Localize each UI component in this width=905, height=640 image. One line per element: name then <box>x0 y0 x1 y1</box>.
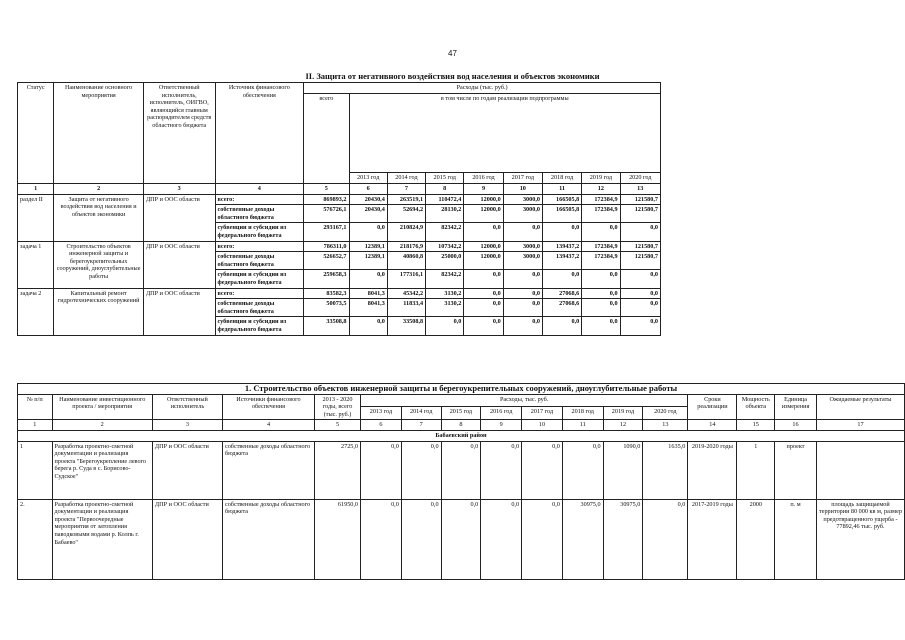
status-cell: задача 2 <box>18 288 54 335</box>
value-cell: 25000,0 <box>426 252 464 270</box>
value-cell: 8041,3 <box>349 299 387 317</box>
value-cell: 0,0 <box>361 499 402 579</box>
col-total: всего <box>304 93 349 183</box>
value-cell: 0,0 <box>582 299 620 317</box>
value-cell: 0,0 <box>401 499 441 579</box>
value-cell: 83582,3 <box>304 288 349 299</box>
project-name: Разработка проектно-сметной документации и реализация проекта "Берегоукрепление левого берега р. Суда в с. Борисово-Судское" <box>52 441 152 499</box>
value-cell: 0,0 <box>401 441 441 499</box>
index-cell: 3 <box>143 184 215 195</box>
col-incl: в том числе по годам реализации подпрограммы <box>349 93 660 173</box>
col-source: Источник финансового обеспечения <box>215 83 304 184</box>
value-cell: 0,0 <box>481 441 522 499</box>
index-cell: 8 <box>426 184 464 195</box>
measure-name: Капитальный ремонт гидротехнических сооружений <box>54 288 144 335</box>
value-cell: 27068,6 <box>542 299 581 317</box>
project-num: 1 <box>18 441 53 499</box>
value-cell: 40860,8 <box>387 252 425 270</box>
index-cell: 7 <box>387 184 425 195</box>
index-cell: 1 <box>18 184 54 195</box>
value-cell: 172384,9 <box>582 241 620 252</box>
value-cell: 52694,2 <box>387 205 425 223</box>
index-cell: 17 <box>816 420 904 431</box>
value-cell: 121580,7 <box>620 205 660 223</box>
total-cell: 2725,0 <box>315 441 361 499</box>
col-responsible: Ответственный исполнитель, исполнитель, ОИГВО, являющийся главным распорядителем средств областного бюджета <box>143 83 215 184</box>
value-cell: 0,0 <box>542 317 581 335</box>
measure-name: Защита от негативного воздействия вод населения и объектов экономики <box>54 194 144 241</box>
value-cell: 121580,7 <box>620 241 660 252</box>
index-cell: 12 <box>582 184 620 195</box>
value-cell: 11833,4 <box>387 299 425 317</box>
value-cell: 107342,2 <box>426 241 464 252</box>
table2-index-row <box>18 420 905 431</box>
value-cell: 263519,1 <box>387 194 425 205</box>
source-cell: собственные доходы областного бюджета <box>222 441 314 499</box>
index-cell: 15 <box>737 420 775 431</box>
value-cell: 0,0 <box>441 441 481 499</box>
value-cell: 110472,4 <box>426 194 464 205</box>
value-cell: 8041,3 <box>349 288 387 299</box>
source-cell: субвенции и субсидии из федерального бюджета <box>215 270 304 288</box>
year-header: 2016 год <box>464 173 503 184</box>
source-cell: всего: <box>215 241 304 252</box>
index-cell: 8 <box>441 420 481 431</box>
index-cell: 12 <box>603 420 643 431</box>
index-cell: 13 <box>620 184 660 195</box>
value-cell: 1635,0 <box>643 441 688 499</box>
col-total: 2013 - 2020 годы, всего (тыс. руб.) <box>315 394 361 420</box>
index-cell: 2 <box>54 184 144 195</box>
year-header: 2017 год <box>522 407 563 420</box>
value-cell: 0,0 <box>582 223 620 241</box>
index-cell: 10 <box>522 420 563 431</box>
value-cell: 0,0 <box>503 223 542 241</box>
value-cell: 45342,2 <box>387 288 425 299</box>
value-cell: 1090,0 <box>603 441 643 499</box>
value-cell: 3000,0 <box>503 252 542 270</box>
value-cell: 12389,1 <box>349 241 387 252</box>
col-responsible: Ответственный исполнитель <box>152 394 222 420</box>
index-cell: 11 <box>542 184 581 195</box>
year-header: 2013 год <box>349 173 387 184</box>
value-cell: 576726,1 <box>304 205 349 223</box>
value-cell: 0,0 <box>464 317 503 335</box>
value-cell: 177316,1 <box>387 270 425 288</box>
index-cell: 14 <box>688 420 737 431</box>
subprogram-finance-table <box>17 82 661 336</box>
value-cell: 0,0 <box>582 317 620 335</box>
value-cell: 0,0 <box>503 270 542 288</box>
value-cell: 293167,1 <box>304 223 349 241</box>
project-name: Разработка проектно-сметной документации и реализация проекта "Первоочередные мероприятия от затопления паводковыми водами р. Колпь г. Бабаево" <box>52 499 152 579</box>
col-source: Источники финансового обеспечения <box>222 394 314 420</box>
project-row <box>18 499 905 579</box>
index-cell: 11 <box>562 420 603 431</box>
value-cell: 172384,9 <box>582 252 620 270</box>
col-terms: Сроки реализации <box>688 394 737 420</box>
source-cell: всего: <box>215 194 304 205</box>
source-cell: собственные доходы областного бюджета <box>222 499 314 579</box>
value-cell: 0,0 <box>426 317 464 335</box>
year-header: 2014 год <box>401 407 441 420</box>
value-cell: 210824,9 <box>387 223 425 241</box>
source-cell: собственные доходы областного бюджета <box>215 252 304 270</box>
value-cell: 3000,0 <box>503 241 542 252</box>
value-cell: 166505,8 <box>542 205 581 223</box>
year-header: 2020 год <box>643 407 688 420</box>
value-cell: 0,0 <box>522 499 563 579</box>
col-num: № п/п <box>18 394 53 420</box>
district-heading: Бабаевский район <box>18 430 905 441</box>
finance-row <box>18 288 661 299</box>
source-cell: субвенции и субсидии из федерального бюджета <box>215 317 304 335</box>
col-status: Статус <box>18 83 54 184</box>
value-cell: 3130,2 <box>426 288 464 299</box>
value-cell: 12000,0 <box>464 205 503 223</box>
index-cell: 16 <box>775 420 817 431</box>
measure-name: Строительство объектов инженерной защиты и берегоукрепительных сооружений, дноуглубительные работы <box>54 241 144 288</box>
value-cell: 526652,7 <box>304 252 349 270</box>
value-cell: 139437,2 <box>542 241 581 252</box>
value-cell: 0,0 <box>441 499 481 579</box>
value-cell: 0,0 <box>620 270 660 288</box>
value-cell: 869893,2 <box>304 194 349 205</box>
index-cell: 13 <box>643 420 688 431</box>
value-cell: 30975,0 <box>603 499 643 579</box>
index-cell: 7 <box>401 420 441 431</box>
value-cell: 121580,7 <box>620 252 660 270</box>
index-cell: 5 <box>304 184 349 195</box>
unit-cell: п. м <box>775 499 817 579</box>
responsible-cell: ДПР и ООС области <box>152 499 222 579</box>
value-cell: 786311,0 <box>304 241 349 252</box>
result-cell <box>816 441 904 499</box>
value-cell: 0,0 <box>464 299 503 317</box>
value-cell: 0,0 <box>503 288 542 299</box>
value-cell: 172384,9 <box>582 194 620 205</box>
year-header: 2018 год <box>542 173 581 184</box>
index-cell: 5 <box>315 420 361 431</box>
value-cell: 0,0 <box>620 288 660 299</box>
responsible-cell: ДПР и ООС области <box>143 194 215 241</box>
value-cell: 0,0 <box>522 441 563 499</box>
value-cell: 12389,1 <box>349 252 387 270</box>
unit-cell: проект <box>775 441 817 499</box>
value-cell: 12000,0 <box>464 194 503 205</box>
value-cell: 33508,8 <box>387 317 425 335</box>
value-cell: 0,0 <box>643 499 688 579</box>
value-cell: 50073,5 <box>304 299 349 317</box>
value-cell: 0,0 <box>481 499 522 579</box>
value-cell: 3000,0 <box>503 194 542 205</box>
index-cell: 9 <box>481 420 522 431</box>
total-cell: 61950,0 <box>315 499 361 579</box>
page-number: 47 <box>448 49 457 58</box>
value-cell: 0,0 <box>464 270 503 288</box>
value-cell: 0,0 <box>361 441 402 499</box>
responsible-cell: ДПР и ООС области <box>143 288 215 335</box>
value-cell: 0,0 <box>582 270 620 288</box>
index-cell: 6 <box>349 184 387 195</box>
responsible-cell: ДПР и ООС области <box>152 441 222 499</box>
capacity-cell: 2000 <box>737 499 775 579</box>
section-title: II. Защита от негативного воздействия вод населения и объектов экономики <box>305 71 600 81</box>
value-cell: 166505,8 <box>542 194 581 205</box>
year-header: 2016 год <box>481 407 522 420</box>
year-header: 2015 год <box>441 407 481 420</box>
index-cell: 3 <box>152 420 222 431</box>
col-results: Ожидаемые результаты <box>816 394 904 420</box>
index-cell: 1 <box>18 420 53 431</box>
source-cell: субвенции и субсидии из федерального бюджета <box>215 223 304 241</box>
value-cell: 0,0 <box>542 270 581 288</box>
col-unit: Единица измерения <box>775 394 817 420</box>
value-cell: 30975,0 <box>562 499 603 579</box>
value-cell: 121580,7 <box>620 194 660 205</box>
value-cell: 0,0 <box>503 299 542 317</box>
col-capacity: Мощность объекта <box>737 394 775 420</box>
value-cell: 0,0 <box>349 270 387 288</box>
table1-index-row <box>18 184 661 195</box>
value-cell: 0,0 <box>503 317 542 335</box>
value-cell: 28130,2 <box>426 205 464 223</box>
project-num: 2. <box>18 499 53 579</box>
value-cell: 3130,2 <box>426 299 464 317</box>
value-cell: 0,0 <box>349 317 387 335</box>
index-cell: 10 <box>503 184 542 195</box>
capacity-cell: 1 <box>737 441 775 499</box>
year-header: 2015 год <box>426 173 464 184</box>
col-name: Наименование основного мероприятия <box>54 83 144 184</box>
year-header: 2019 год <box>603 407 643 420</box>
projects-table <box>17 383 905 580</box>
year-header: 2018 год <box>562 407 603 420</box>
project-row <box>18 441 905 499</box>
terms-cell: 2019-2020 годы <box>688 441 737 499</box>
year-header: 2014 год <box>387 173 425 184</box>
index-cell: 4 <box>222 420 314 431</box>
index-cell: 9 <box>464 184 503 195</box>
value-cell: 0,0 <box>582 288 620 299</box>
value-cell: 33508,8 <box>304 317 349 335</box>
col-expenses: Расходы (тыс. руб.) <box>304 83 661 94</box>
value-cell: 12000,0 <box>464 241 503 252</box>
value-cell: 0,0 <box>620 317 660 335</box>
value-cell: 139437,2 <box>542 252 581 270</box>
value-cell: 259658,3 <box>304 270 349 288</box>
status-cell: раздел II <box>18 194 54 241</box>
value-cell: 27068,6 <box>542 288 581 299</box>
result-cell: площадь защищаемой территории 80 000 кв м, размер предотвращенного ущерба - 77892,46 тыс. руб. <box>816 499 904 579</box>
value-cell: 172384,9 <box>582 205 620 223</box>
value-cell: 0,0 <box>620 223 660 241</box>
index-cell: 6 <box>361 420 402 431</box>
finance-row <box>18 194 661 205</box>
index-cell: 4 <box>215 184 304 195</box>
col-project-name: Наименование инвестиционного проекта / мероприятия <box>52 394 152 420</box>
status-cell: задача 1 <box>18 241 54 288</box>
value-cell: 0,0 <box>620 299 660 317</box>
value-cell: 218176,9 <box>387 241 425 252</box>
finance-row <box>18 241 661 252</box>
value-cell: 0,0 <box>542 223 581 241</box>
index-cell: 2 <box>52 420 152 431</box>
responsible-cell: ДПР и ООС области <box>143 241 215 288</box>
value-cell: 3000,0 <box>503 205 542 223</box>
value-cell: 82342,2 <box>426 223 464 241</box>
value-cell: 0,0 <box>562 441 603 499</box>
year-header: 2019 год <box>582 173 620 184</box>
value-cell: 0,0 <box>349 223 387 241</box>
table1-header-row <box>18 83 661 94</box>
year-header: 2013 год <box>361 407 402 420</box>
projects-section-title: 1. Строительство объектов инженерной защиты и берегоукрепительных сооружений, дноуглубительные работы <box>18 384 905 395</box>
terms-cell: 2017-2019 годы <box>688 499 737 579</box>
value-cell: 20430,4 <box>349 205 387 223</box>
source-cell: собственные доходы областного бюджета <box>215 299 304 317</box>
source-cell: всего: <box>215 288 304 299</box>
source-cell: собственные доходы областного бюджета <box>215 205 304 223</box>
value-cell: 0,0 <box>464 223 503 241</box>
value-cell: 0,0 <box>464 288 503 299</box>
year-header: 2017 год <box>503 173 542 184</box>
col-expenses: Расходы, тыс. руб. <box>361 394 688 407</box>
year-header: 2020 год <box>620 173 660 184</box>
value-cell: 20430,4 <box>349 194 387 205</box>
value-cell: 82342,2 <box>426 270 464 288</box>
value-cell: 12000,0 <box>464 252 503 270</box>
